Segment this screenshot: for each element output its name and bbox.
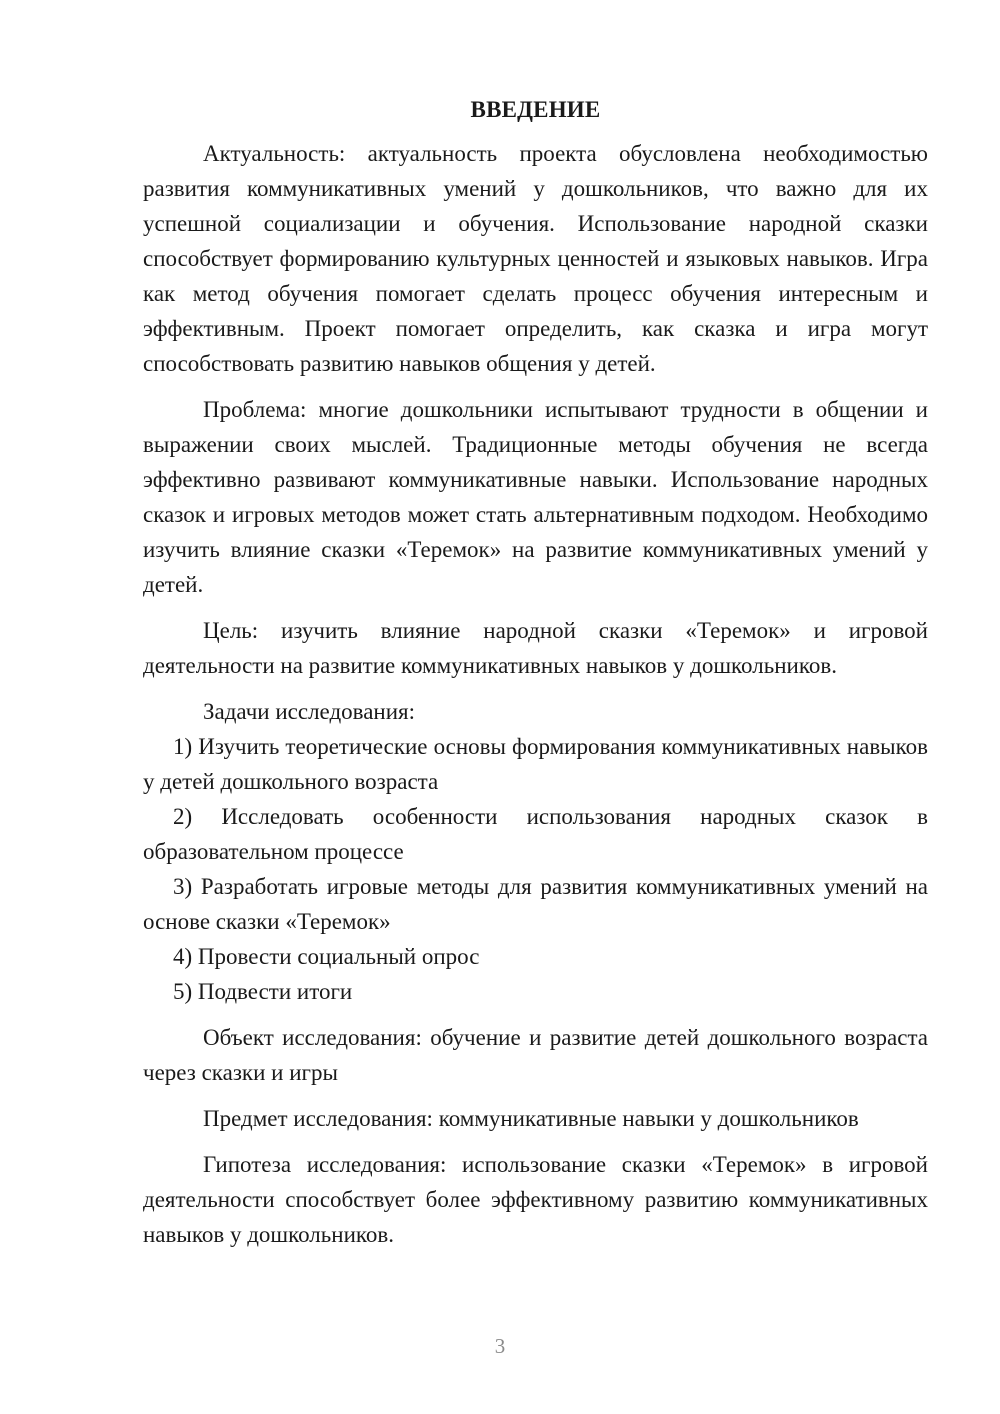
- task-item: 4) Провести социальный опрос: [173, 944, 480, 969]
- task-item: 2) Исследовать особенности использования народных сказок в образовательном процессе: [143, 804, 928, 864]
- subject-paragraph: Предмет исследования: коммуникативные навыки у дошкольников: [203, 1106, 859, 1131]
- page-number: 3: [494, 1334, 506, 1358]
- goal-paragraph: Цель: изучить влияние народной сказки «Теремок» и игровой деятельности на развитие коммуникативных навыков у дошкольников.: [143, 618, 928, 678]
- document-page: [143, 93, 928, 1252]
- section-title: ВВЕДЕНИЕ: [470, 97, 601, 122]
- problem-paragraph: Проблема: многие дошкольники испытывают трудности в общении и выражении своих мыслей. Традиционные методы обучения не всегда эффективно развивают коммуникативные навыки. Использование народных сказок и игровых методов может стать альтернативным подходом. Необходимо изучить влияние сказки «Теремок» на развитие коммуникативных умений у детей.: [143, 397, 928, 597]
- relevance-paragraph: Актуальность: актуальность проекта обусловлена необходимостью развития коммуникативных умений у дошкольников, что важно для их успешной социализации и обучения. Использование народной сказки способствует формированию культурных ценностей и языковых навыков. Игра как метод обучения помогает сделать процесс обучения интересным и эффективным. Проект помогает определить, как сказка и игра могут способствовать развитию навыков общения у детей.: [143, 141, 928, 376]
- tasks-heading: Задачи исследования:: [203, 699, 416, 724]
- task-item: 1) Изучить теоретические основы формирования коммуникативных навыков у детей дошкольного возраста: [143, 734, 928, 794]
- hypothesis-paragraph: Гипотеза исследования: использование сказки «Теремок» в игровой деятельности способствует более эффективному развитию коммуникативных навыков у дошкольников.: [143, 1152, 928, 1247]
- task-item: 5) Подвести итоги: [173, 979, 353, 1004]
- object-paragraph: Объект исследования: обучение и развитие детей дошкольного возраста через сказки и игры: [143, 1025, 928, 1085]
- task-item: 3) Разработать игровые методы для развития коммуникативных умений на основе сказки «Теремок»: [143, 874, 928, 934]
